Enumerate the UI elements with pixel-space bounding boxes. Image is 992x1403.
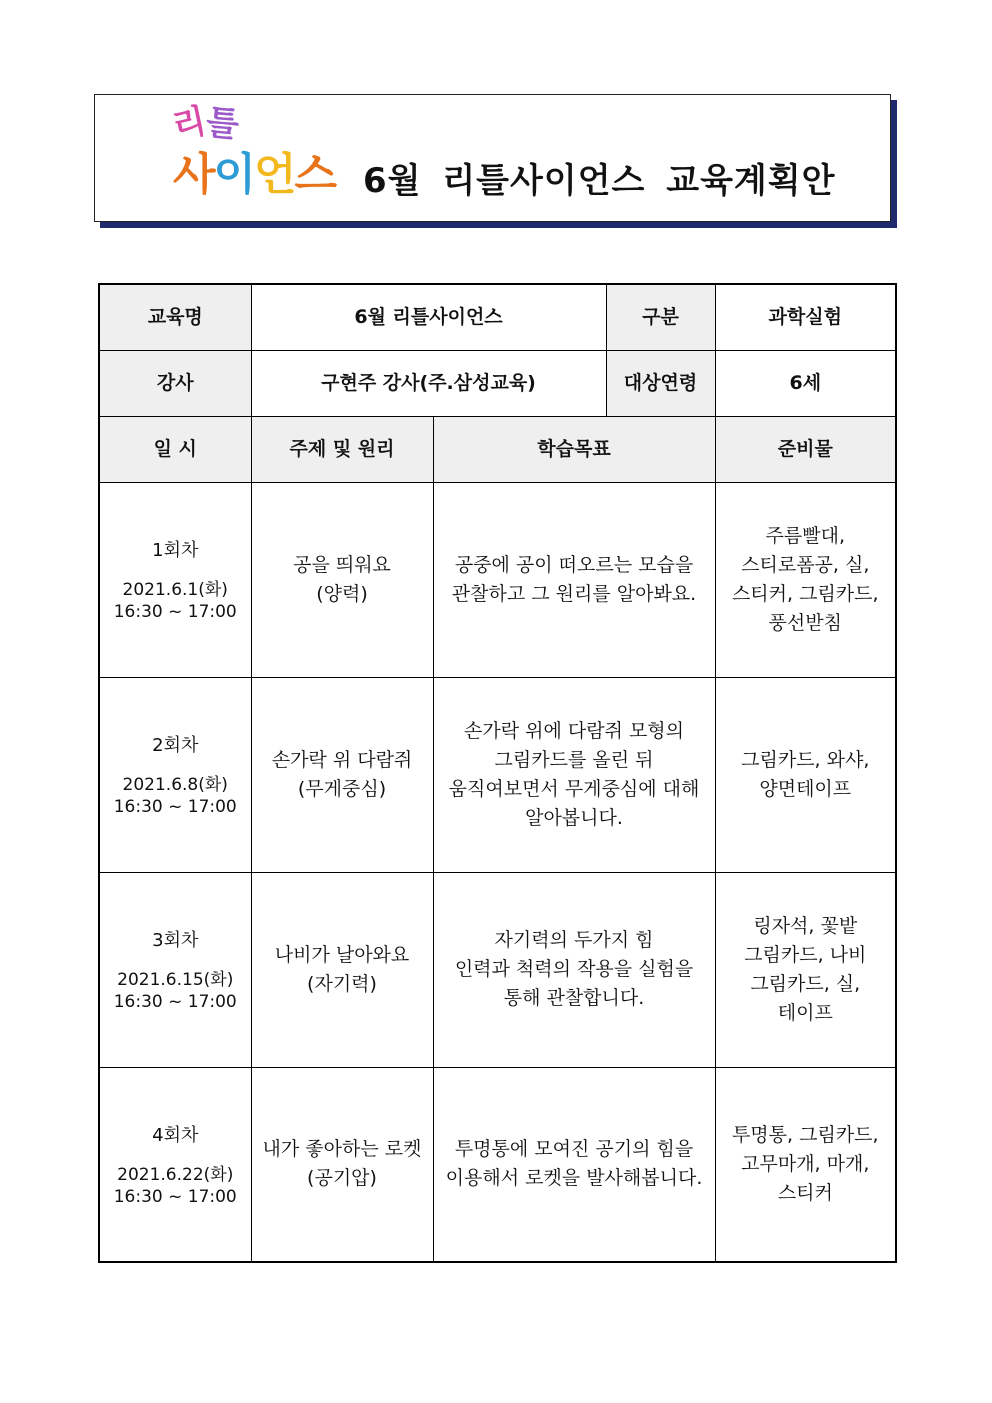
session-goal-line: 이용해서 로켓을 발사해봅니다. (445, 1167, 703, 1190)
session-topic-line: 손가락 위 다람쥐 (271, 748, 413, 771)
session-materials-line: 투명통, 그림카드, (731, 1123, 879, 1146)
session-materials-line: 스티로폼공, 실, (741, 553, 870, 576)
spacer (106, 1150, 245, 1164)
session-goal-cell (433, 482, 715, 677)
session-goal-cell (433, 1067, 715, 1262)
session-materials-line: 링자석, 꽃밭 (753, 914, 858, 937)
session-topic-line: 내가 좋아하는 로켓 (262, 1138, 422, 1161)
session-number: 3회차 (152, 930, 199, 951)
session-number: 1회차 (152, 540, 199, 561)
edu-name-value: 6월 리틀사이언스 (251, 284, 606, 350)
session-time: 16:30 ~ 17:00 (113, 602, 237, 622)
category-value: 과학실험 (715, 284, 896, 350)
session-time: 16:30 ~ 17:00 (113, 992, 237, 1012)
session-topic-cell (251, 482, 433, 677)
session-topic-line: (자기력) (307, 972, 377, 995)
session-topic-cell (251, 872, 433, 1067)
session-topic-line: (무게중심) (297, 777, 387, 800)
session-topic-cell (251, 677, 433, 872)
session-goal-line: 인력과 척력의 작용을 실험을 (454, 958, 694, 980)
education-plan-table (98, 283, 897, 1263)
session-topic-line: (공기압) (307, 1167, 377, 1190)
session-materials-line: 양면테이프 (759, 777, 852, 800)
column-header-topic: 주제 및 원리 (251, 416, 433, 482)
instructor-label: 강사 (99, 350, 251, 416)
session-number: 2회차 (152, 735, 199, 756)
session-number: 4회차 (152, 1124, 199, 1146)
column-header-goal: 학습목표 (433, 416, 715, 482)
instructor-value: 구현주 강사(주.삼성교육) (251, 350, 606, 416)
category-label: 구분 (606, 284, 715, 350)
session-date: 2021.6.1(화) (122, 580, 228, 600)
column-header-row (99, 416, 896, 482)
session-goal-cell (433, 872, 715, 1067)
document-title-box (94, 94, 891, 222)
session-date: 2021.6.8(화) (122, 775, 228, 795)
session-goal-cell (433, 677, 715, 872)
session-topic-line: 공을 띄워요 (293, 553, 391, 576)
session-schedule-cell (99, 677, 251, 872)
spacer (106, 565, 245, 579)
session-goal-line: 손가락 위에 다람쥐 모형의 (464, 719, 685, 742)
session-materials-cell (715, 1067, 896, 1262)
session-goal-line: 알아봅니다. (525, 806, 623, 829)
session-goal-line: 통해 관찰합니다. (503, 987, 645, 1009)
session-row (99, 1067, 896, 1262)
session-materials-cell (715, 872, 896, 1067)
session-materials-line: 그림카드, 실, (750, 972, 861, 995)
session-materials-line: 고무마개, 마개, (741, 1152, 870, 1175)
session-date: 2021.6.22(화) (117, 1164, 234, 1185)
session-row (99, 872, 896, 1067)
session-row (99, 677, 896, 872)
session-goal-line: 자기력의 두가지 힘 (494, 929, 654, 951)
session-materials-line: 풍선받침 (768, 611, 842, 634)
session-goal-line: 투명통에 모여진 공기의 힘을 (454, 1138, 694, 1161)
info-row-instructor (99, 350, 896, 416)
session-materials-cell (715, 677, 896, 872)
session-goal-line: 움직여보면서 무게중심에 대해 (448, 777, 700, 800)
session-time: 16:30 ~ 17:00 (113, 797, 237, 817)
session-topic-cell (251, 1067, 433, 1262)
session-topic-line: 나비가 날아와요 (274, 943, 410, 966)
document-title: 6월 리틀사이언스 교육계획안 (363, 161, 836, 201)
session-schedule-cell (99, 1067, 251, 1262)
session-goal-line: 공중에 공이 떠오르는 모습을 (454, 553, 694, 576)
session-materials-line: 그림카드, 나비 (744, 943, 867, 966)
spacer (106, 955, 245, 969)
target-age-label: 대상연령 (606, 350, 715, 416)
session-goal-line: 관찰하고 그 원리를 알아봐요. (451, 582, 697, 605)
edu-name-label: 교육명 (99, 284, 251, 350)
session-schedule-cell (99, 872, 251, 1067)
session-materials-line: 테이프 (777, 1001, 833, 1024)
session-topic-line: (양력) (316, 582, 368, 605)
logo-small-text: 리틀 (169, 101, 241, 147)
session-date: 2021.6.15(화) (117, 970, 234, 990)
session-row (99, 482, 896, 677)
column-header-schedule: 일 시 (99, 416, 251, 482)
little-science-logo (169, 101, 343, 207)
info-row-name (99, 284, 896, 350)
logo-big-text: 사이언스 (173, 149, 336, 200)
session-schedule-cell (99, 482, 251, 677)
session-materials-line: 그림카드, 와샤, (741, 748, 870, 771)
session-materials-line: 스티커, 그림카드, (731, 582, 879, 605)
target-age-value: 6세 (715, 350, 896, 416)
session-time: 16:30 ~ 17:00 (113, 1186, 237, 1207)
session-goal-line: 그림카드를 올린 뒤 (494, 748, 654, 771)
session-materials-line: 주름빨대, (765, 524, 845, 547)
column-header-materials: 준비물 (715, 416, 896, 482)
session-materials-line: 스티커 (777, 1181, 833, 1204)
spacer (106, 760, 245, 774)
session-materials-cell (715, 482, 896, 677)
